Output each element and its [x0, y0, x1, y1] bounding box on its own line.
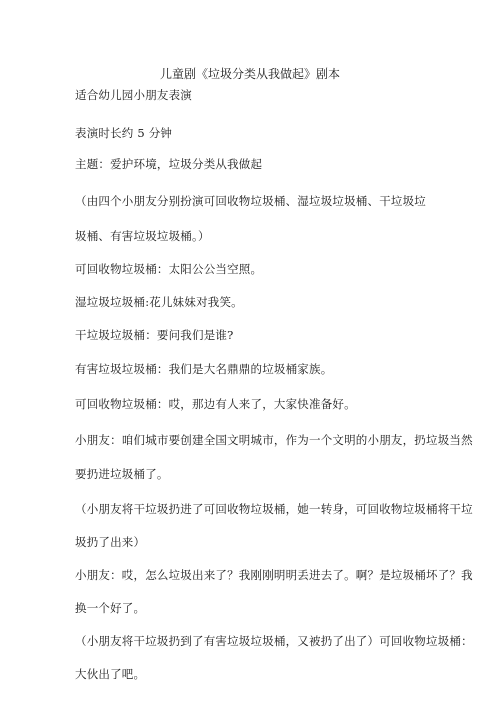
script-line: 大伙出了吧。 — [75, 667, 146, 681]
script-line: 可回收物垃圾桶：太阳公公当空照。 — [75, 262, 263, 276]
script-line: 可回收物垃圾桶：哎，那边有人来了，大家快准备好。 — [75, 397, 356, 411]
script-line: （小朋友将干垃圾扔进了可回收物垃圾桶，她一转身，可回收物垃圾桶将干垃 — [75, 502, 473, 516]
script-line: （小朋友将干垃圾扔到了有害垃圾垃圾桶，又被扔了出了）可回收物垃圾桶： — [75, 634, 473, 648]
subtitle-line: 适合幼儿园小朋友表演 — [75, 88, 192, 102]
theme-line: 主题：爱护环境，垃圾分类从我做起 — [75, 157, 263, 171]
duration-line: 表演时长约 5 分钟 — [75, 126, 173, 140]
script-line: （由四个小朋友分别扮演可回收物垃圾桶、湿垃圾垃圾桶、干垃圾垃 — [75, 194, 426, 208]
script-line: 换一个好了。 — [75, 601, 146, 615]
script-line: 小朋友：咱们城市要创建全国文明城市，作为一个文明的小朋友，扔垃圾当然 — [75, 433, 473, 447]
script-line: 要扔进垃圾桶了。 — [75, 467, 169, 481]
script-line: 湿垃圾垃圾桶:花儿妹妹对我笑。 — [75, 295, 243, 309]
script-line: 圾桶、有害垃圾垃圾桶。） — [75, 229, 210, 243]
script-line: 小朋友：哎，怎么垃圾出来了？我刚刚明明丢进去了。啊？是垃圾桶坏了？我 — [75, 568, 473, 582]
script-line: 干垃圾垃圾桶：要问我们是谁? — [75, 328, 234, 342]
script-line: 圾扔了出来） — [75, 535, 146, 549]
document-title: 儿童剧《垃圾分类从我做起》剧本 — [159, 67, 340, 81]
script-line: 有害垃圾垃圾桶：我们是大名鼎鼎的垃圾桶家族。 — [75, 362, 333, 376]
